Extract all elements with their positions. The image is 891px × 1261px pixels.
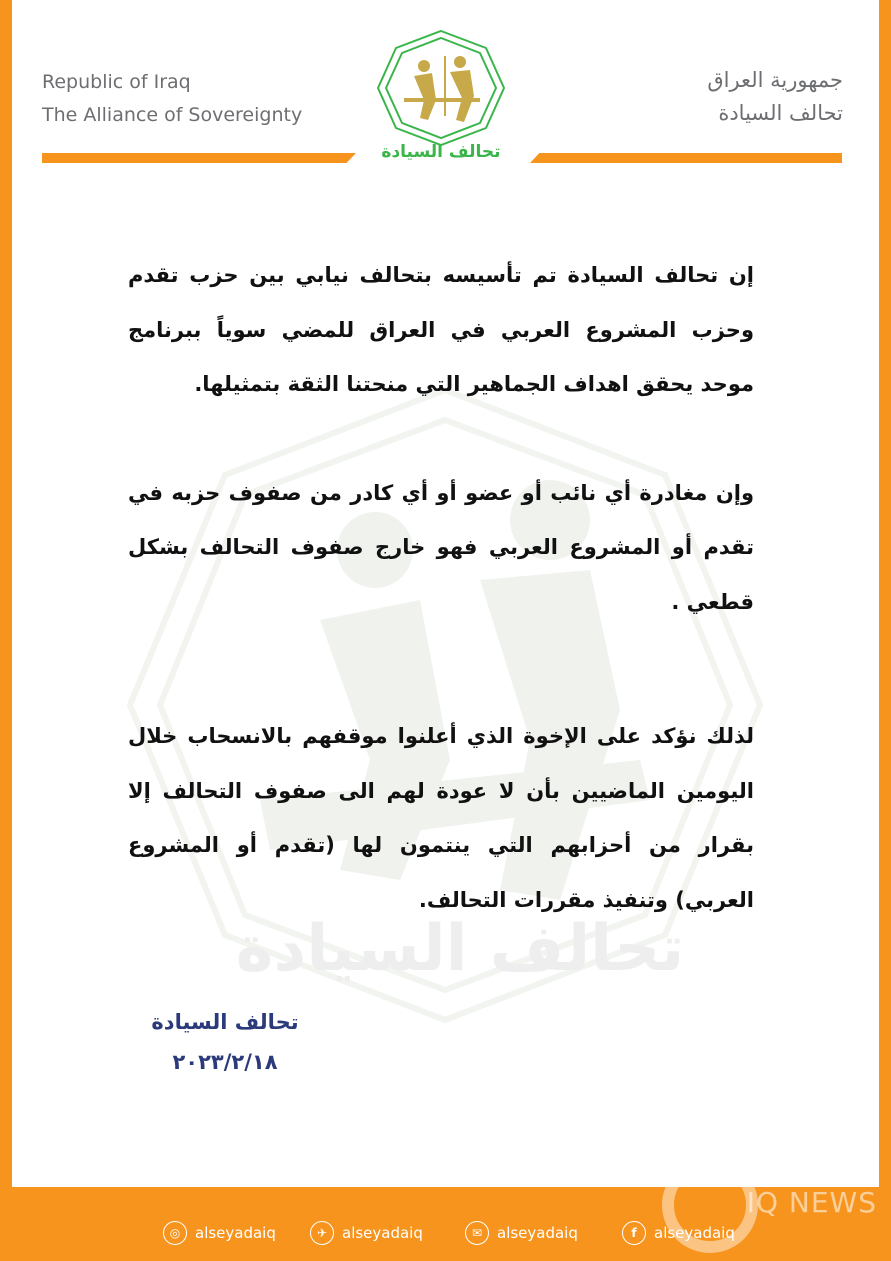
header-alliance-ar: تحالف السيادة <box>718 101 843 125</box>
footer-twitter[interactable] <box>310 1221 423 1245</box>
header-divider-left <box>42 153 356 163</box>
signature-block <box>150 1002 300 1082</box>
footer-facebook[interactable] <box>622 1221 735 1245</box>
statement-body <box>128 248 754 927</box>
facebook-handle: alseyadaiq <box>654 1224 735 1242</box>
instagram-icon: ◎ <box>163 1221 187 1245</box>
twitter-handle: alseyadaiq <box>342 1224 423 1242</box>
header-alliance-en: The Alliance of Sovereignty <box>42 104 303 126</box>
email-handle: alseyadaiq <box>497 1224 578 1242</box>
signature-date: ٢٠٢٣/٢/١٨ <box>172 1050 278 1074</box>
paragraph-2: وإن مغادرة أي نائب أو عضو أو أي كادر من صفوف حزبه في تقدم أو المشروع العربي فهو خارج صفوف التحالف بشكل قطعي . <box>128 480 754 614</box>
facebook-icon: f <box>622 1221 646 1245</box>
twitter-icon: ✈ <box>310 1221 334 1245</box>
paragraph-3: لذلك نؤكد على الإخوة الذي أعلنوا موقفهم بالانسحاب خلال اليومين الماضيين بأن لا عودة لهم الى صفوف التحالف إلا بقرار من أحزابهم التي ينتمون لها (تقدم أو المشروع العربي) وتنفيذ مقررات التحالف. <box>128 724 754 912</box>
header-country-en: Republic of Iraq <box>42 71 191 93</box>
right-border <box>879 0 891 1261</box>
header-arabic <box>707 64 843 130</box>
header-divider-right <box>530 153 842 163</box>
left-border <box>0 0 12 1261</box>
watermark-text: تحالف السيادة <box>235 912 685 986</box>
footer-email[interactable] <box>465 1221 578 1245</box>
logo-caption: تحالف السيادة <box>381 142 501 162</box>
header-country-ar: جمهورية العراق <box>707 68 843 92</box>
iq-news-mark: IQ NEWS <box>746 1186 877 1219</box>
paragraph-1: إن تحالف السيادة تم تأسيسه بتحالف نيابي بين حزب تقدم وحزب المشروع العربي في العراق للمضي سوياً ببرنامج موحد يحقق اهداف الجماهير التي منحتنا الثقة بتمثيلها. <box>128 263 754 396</box>
header-english <box>42 66 302 132</box>
email-icon: ✉ <box>465 1221 489 1245</box>
instagram-handle: alseyadaiq <box>195 1224 276 1242</box>
footer-instagram[interactable] <box>163 1221 276 1245</box>
signature-name: تحالف السيادة <box>151 1010 299 1034</box>
